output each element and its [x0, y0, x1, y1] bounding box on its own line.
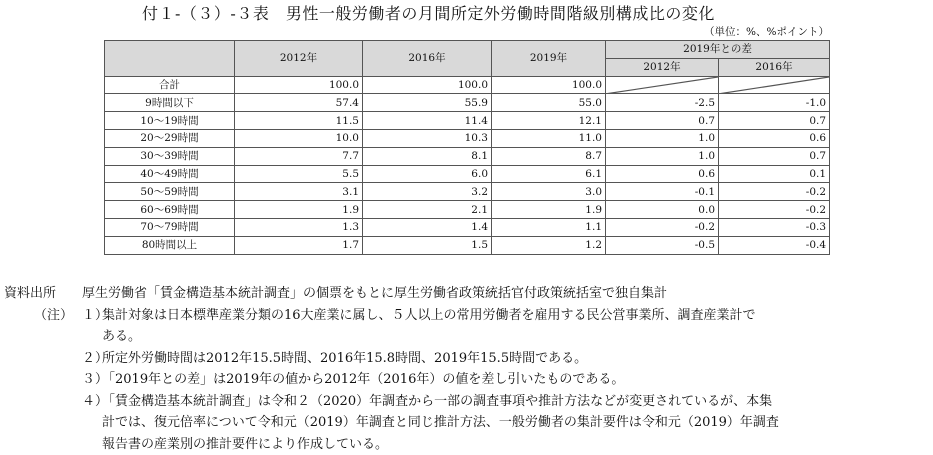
value-2012: 7.7 — [235, 147, 363, 165]
table-row — [105, 218, 830, 236]
diff-2012: -0.5 — [606, 236, 719, 254]
value-2019: 11.0 — [492, 129, 606, 147]
source-line — [4, 283, 932, 305]
value-2012: 1.9 — [235, 201, 363, 219]
row-label: 50～59時間 — [105, 183, 235, 201]
value-2012: 10.0 — [235, 129, 363, 147]
table-row — [105, 165, 830, 183]
table-row — [105, 147, 830, 165]
value-2019: 55.0 — [492, 94, 606, 112]
header-blank — [105, 41, 235, 77]
value-2016: 8.1 — [363, 147, 492, 165]
table-row — [105, 183, 830, 201]
diff-2012: 1.0 — [606, 129, 719, 147]
value-2016: 6.0 — [363, 165, 492, 183]
diff-2016: 0.6 — [719, 129, 830, 147]
note-item — [4, 369, 932, 391]
diff-2016: -0.2 — [719, 201, 830, 219]
diff-2012: -0.1 — [606, 183, 719, 201]
row-label: 10～19時間 — [105, 112, 235, 130]
note-label: （注） — [34, 307, 74, 323]
value-2012: 1.3 — [235, 218, 363, 236]
value-2016: 1.5 — [363, 236, 492, 254]
diff-2016: -0.2 — [719, 183, 830, 201]
diff-2016: 0.7 — [719, 112, 830, 130]
diff-2016: 0.1 — [719, 165, 830, 183]
value-2016: 1.4 — [363, 218, 492, 236]
value-2016: 3.2 — [363, 183, 492, 201]
note-item — [4, 391, 932, 455]
header-diff-2016: 2016年 — [719, 58, 830, 76]
diff-2016: -1.0 — [719, 94, 830, 112]
data-table — [104, 40, 830, 255]
diff-2012: 0.6 — [606, 165, 719, 183]
row-label: 20～29時間 — [105, 129, 235, 147]
diff-2012: 0.0 — [606, 201, 719, 219]
value-2016: 2.1 — [363, 201, 492, 219]
header-diff-2012: 2012年 — [606, 58, 719, 76]
value-2019: 1.1 — [492, 218, 606, 236]
row-label: 80時間以上 — [105, 236, 235, 254]
value-2012: 57.4 — [235, 94, 363, 112]
value-2016: 10.3 — [363, 129, 492, 147]
note-number: ３） — [82, 372, 109, 387]
note-text-line: ある。 — [102, 329, 142, 344]
note-items — [4, 305, 932, 455]
row-label: 40～49時間 — [105, 165, 235, 183]
note-text-line: 集計対象は日本標準産業分類の16大産業に属し、５人以上の常用労働者を雇用する民公営事業所、調査産業計で — [102, 307, 756, 323]
header-row-1 — [105, 41, 830, 59]
diff-2012: -0.2 — [606, 218, 719, 236]
total-diff-2016-empty — [719, 76, 830, 94]
value-2019: 1.2 — [492, 236, 606, 254]
row-label: 60～69時間 — [105, 201, 235, 219]
total-2019: 100.0 — [492, 76, 606, 94]
value-2016: 55.9 — [363, 94, 492, 112]
value-2019: 6.1 — [492, 165, 606, 183]
total-2016: 100.0 — [363, 76, 492, 94]
note-text-line: 計では、復元倍率について令和元（2019）年調査と同じ推計方法、一般労働者の集計要件は令和元（2019）年調査 — [102, 415, 779, 430]
value-2019: 8.7 — [492, 147, 606, 165]
note-item — [4, 348, 932, 370]
table-row — [105, 94, 830, 112]
note-text-line: 報告書の産業別の推計要件により作成している。 — [102, 436, 389, 452]
total-diff-2012-empty — [606, 76, 719, 94]
total-2012: 100.0 — [235, 76, 363, 94]
row-label: 70～79時間 — [105, 218, 235, 236]
total-row — [105, 76, 830, 94]
value-2012: 1.7 — [235, 236, 363, 254]
diff-2016: 0.7 — [719, 147, 830, 165]
value-2016: 11.4 — [363, 112, 492, 130]
notes-section — [4, 283, 932, 455]
table-row — [105, 129, 830, 147]
table-row — [105, 201, 830, 219]
unit-note: （単位：%、%ポイント） — [704, 26, 829, 38]
note-number: ４） — [82, 393, 109, 409]
header-2016: 2016年 — [363, 41, 492, 77]
header-diff-group: 2019年との差 — [606, 41, 830, 59]
diff-2012: -2.5 — [606, 94, 719, 112]
note-text-line: 「2019年との差」は2019年の値から2012年（2016年）の値を差し引いたものである。 — [102, 372, 625, 387]
diff-2012: 1.0 — [606, 147, 719, 165]
total-label: 合計 — [105, 76, 235, 94]
value-2012: 11.5 — [235, 112, 363, 130]
table-row — [105, 112, 830, 130]
diff-2012: 0.7 — [606, 112, 719, 130]
note-number: ２） — [82, 350, 109, 366]
header-2019: 2019年 — [492, 41, 606, 77]
diff-2016: -0.3 — [719, 218, 830, 236]
value-2019: 12.1 — [492, 112, 606, 130]
value-2019: 3.0 — [492, 183, 606, 201]
value-2012: 3.1 — [235, 183, 363, 201]
source-text: 厚生労働省「賃金構造基本統計調査」の個票をもとに厚生労働省政策統括官付政策統括室で独自集計 — [82, 286, 668, 301]
value-2019: 1.9 — [492, 201, 606, 219]
note-number: １） — [82, 307, 109, 323]
note-text-line: 「賃金構造基本統計調査」は令和２（2020）年調査から一部の調査事項や推計方法などが変更されているが、本集 — [102, 393, 773, 409]
row-label: 9時間以下 — [105, 94, 235, 112]
source-label: 資料出所 — [4, 286, 57, 301]
diff-2016: -0.4 — [719, 236, 830, 254]
note-item — [4, 305, 932, 348]
value-2012: 5.5 — [235, 165, 363, 183]
table-title: 付１-（３）-３表 男性一般労働者の月間所定外労働時間階級別構成比の変化 — [142, 4, 715, 23]
note-text-line: 所定外労働時間は2012年15.5時間、2016年15.8時間、2019年15.5時間である。 — [102, 350, 588, 366]
row-label: 30～39時間 — [105, 147, 235, 165]
table-row — [105, 236, 830, 254]
header-2012: 2012年 — [235, 41, 363, 77]
